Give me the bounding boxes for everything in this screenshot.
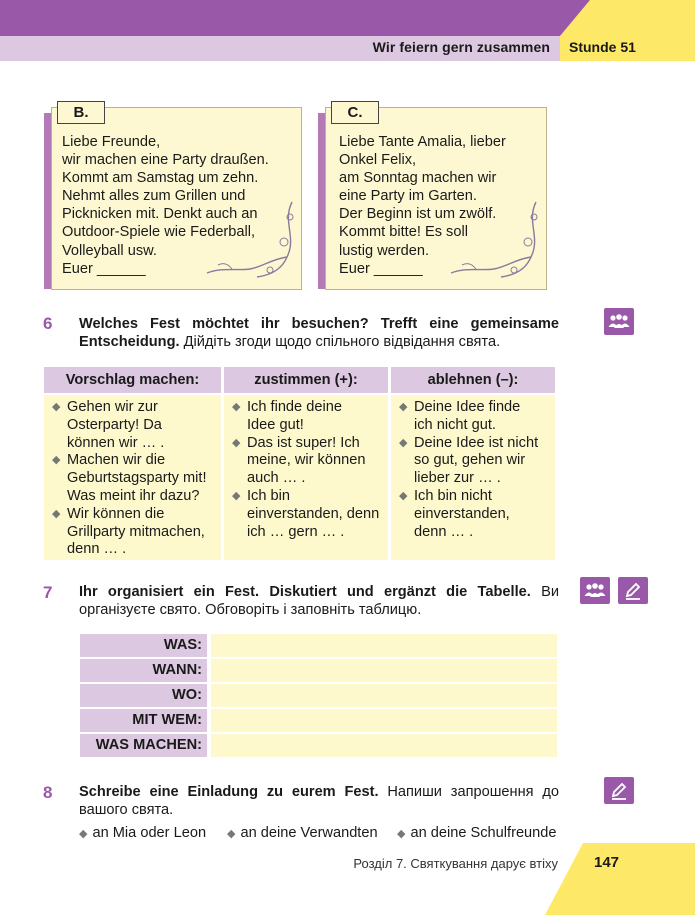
card-line: Kommt am Samstag um zehn. (62, 170, 259, 187)
item-line: Ich bin (247, 487, 290, 504)
exercise-instruction (79, 315, 559, 351)
instruction-ukrainian: Дійдіть згоди щодо спільного відвідання свята. (183, 334, 501, 350)
pencil-icon (604, 777, 634, 804)
exercise-instruction (79, 783, 559, 819)
card-line: Outdoor-Spiele wie Federball, (62, 224, 256, 241)
item-line: so gut, gehen wir (414, 452, 526, 469)
planning-table (80, 634, 557, 759)
item-line: Idee gut! (247, 416, 304, 433)
header-topic: Wir feiern gern zusammen (372, 39, 550, 55)
group-work-icon (604, 308, 634, 335)
item-line: einverstanden, (414, 505, 510, 522)
item-line: können wir … . (67, 434, 165, 451)
table-row (80, 734, 557, 757)
card-line: Nehmt alles zum Grillen und (62, 188, 246, 205)
list-item: ◆ Ich finde deine Idee gut! (232, 399, 342, 433)
list-item: ◆ Deine Idee ist nicht so gut, gehen wir lieber zur … . (399, 434, 539, 487)
column-decline (391, 395, 555, 560)
item-line: Das ist super! Ich (247, 434, 360, 451)
table-row (80, 659, 557, 682)
row-label: MIT WEM: (80, 709, 207, 732)
list-item: ◆ Gehen wir zur Osterparty! Da können wir … . (52, 399, 165, 451)
card-line: Liebe Tante Amalia, lieber (339, 134, 506, 150)
card-line: Onkel Felix, (339, 152, 417, 169)
exercise-number: 6 (43, 314, 53, 333)
option-item: ◆ an Mia oder Leon (79, 825, 207, 841)
item-line: denn … . (414, 523, 474, 540)
item-line: lieber zur … . (414, 470, 501, 487)
item-line: Gehen wir zur (67, 399, 158, 415)
item-line: einverstanden, denn (247, 505, 380, 522)
card-line: Picknicken mit. Denkt auch an (62, 206, 258, 223)
phrases-table (44, 367, 558, 560)
row-label: WANN: (80, 659, 207, 682)
item-line: auch … . (247, 470, 306, 487)
phrases-table-header (44, 367, 558, 393)
option-item: ◆ an deine Schulfreunde (397, 825, 557, 841)
item-line: Geburtstagsparty mit! (67, 470, 207, 487)
item-line: meine, wir können (247, 452, 366, 469)
pencil-icon (623, 581, 643, 601)
card-line: wir machen eine Party draußen. (62, 152, 269, 169)
item-line: Machen wir die (67, 452, 166, 469)
card-tag: C. (331, 101, 379, 124)
row-input-field[interactable] (211, 709, 557, 732)
instruction-ukrainian: Напиши запрошення до вашого свята. (79, 784, 559, 818)
invitation-options (79, 825, 557, 841)
option-label: an deine Schulfreunde (410, 825, 557, 841)
row-input-field[interactable] (211, 684, 557, 707)
instruction-german: Welches Fest möchtet ihr besuchen? Trefft eine gemeinsame Entscheidung. (79, 316, 559, 350)
card-line: Der Beginn ist um zwölf. (339, 206, 497, 223)
instruction-german: Schreibe eine Einladung zu eurem Fest. (79, 784, 379, 800)
item-line: Deine Idee finde (414, 399, 521, 415)
row-input-field[interactable] (211, 659, 557, 682)
item-line: Was meint ihr dazu? (67, 487, 200, 504)
exercise-instruction (79, 583, 559, 619)
row-label: WO: (80, 684, 207, 707)
table-row (80, 684, 557, 707)
exercise-number: 7 (43, 583, 53, 602)
list-item: ◆ Ich bin einverstanden, denn ich … gern … . (232, 487, 380, 540)
row-label: WAS MACHEN: (80, 734, 207, 757)
card-tag: B. (57, 101, 105, 124)
footer-chapter: Розділ 7. Святкування дарує втіху (353, 856, 558, 871)
column-suggest (44, 395, 221, 560)
list-item: ◆ Deine Idee finde ich nicht gut. (399, 399, 521, 433)
group-work-icon (607, 313, 631, 331)
card-line: Volleyball usw. (62, 242, 157, 259)
item-line: Osterparty! Da (67, 416, 162, 433)
list-item: ◆ Ich bin nicht einverstanden, denn … . (399, 487, 510, 540)
option-label: an deine Verwandten (240, 825, 378, 841)
row-label: WAS: (80, 634, 207, 657)
card-line: lustig werden. (339, 242, 430, 259)
instruction-ukrainian: Ви організуєте свято. Обговоріть і заповніть таблицю. (79, 584, 559, 618)
item-line: ich nicht gut. (414, 416, 496, 433)
pencil-icon (618, 577, 648, 604)
floral-ornament-icon (202, 197, 302, 287)
row-input-field[interactable] (211, 634, 557, 657)
card-line: Euer ______ (339, 260, 423, 277)
list-item: ◆ Wir können die Grillparty mitmachen, denn … . (52, 505, 205, 558)
instruction-german: Ihr organisiert ein Fest. Diskutiert und ergänzt die Tabelle. (79, 584, 531, 600)
invitation-card-b (44, 101, 304, 291)
card-line: Kommt bitte! Es soll (339, 224, 468, 241)
exercise-number: 8 (43, 783, 53, 802)
item-line: Deine Idee ist nicht (414, 434, 539, 451)
table-row (80, 709, 557, 732)
column-agree (224, 395, 388, 560)
card-line: eine Party im Garten. (339, 188, 477, 205)
column-header-agree: zustimmen (+): (224, 367, 388, 393)
item-line: denn … . (67, 541, 127, 558)
column-header-suggest: Vorschlag machen: (44, 367, 221, 393)
item-line: Ich finde deine (247, 399, 342, 415)
list-item: ◆ Machen wir die Geburtstagsparty mit! Was meint ihr dazu? (52, 452, 207, 504)
page-number: 147 (594, 854, 620, 871)
column-header-decline: ablehnen (–): (391, 367, 555, 393)
card-line: Euer ______ (62, 260, 146, 277)
item-line: Ich bin nicht (414, 487, 492, 504)
row-input-field[interactable] (211, 734, 557, 757)
card-line: Liebe Freunde, (62, 134, 161, 150)
item-line: Wir können die (67, 505, 165, 522)
item-line: ich … gern … . (247, 523, 345, 540)
option-item: ◆ an deine Verwandten (227, 825, 378, 841)
floral-ornament-icon (446, 197, 546, 287)
group-work-icon (583, 582, 607, 600)
group-work-icon (580, 577, 610, 604)
pencil-icon (609, 781, 629, 801)
list-item: ◆ Das ist super! Ich meine, wir können auch … . (232, 434, 366, 487)
item-line: Grillparty mitmachen, (67, 523, 205, 540)
phrases-table-body (44, 395, 558, 560)
table-row (80, 634, 557, 657)
header-lesson: Stunde 51 (569, 39, 636, 55)
card-line: am Sonntag machen wir (339, 170, 497, 187)
invitation-card-c (318, 101, 548, 291)
option-label: an Mia oder Leon (92, 825, 207, 841)
